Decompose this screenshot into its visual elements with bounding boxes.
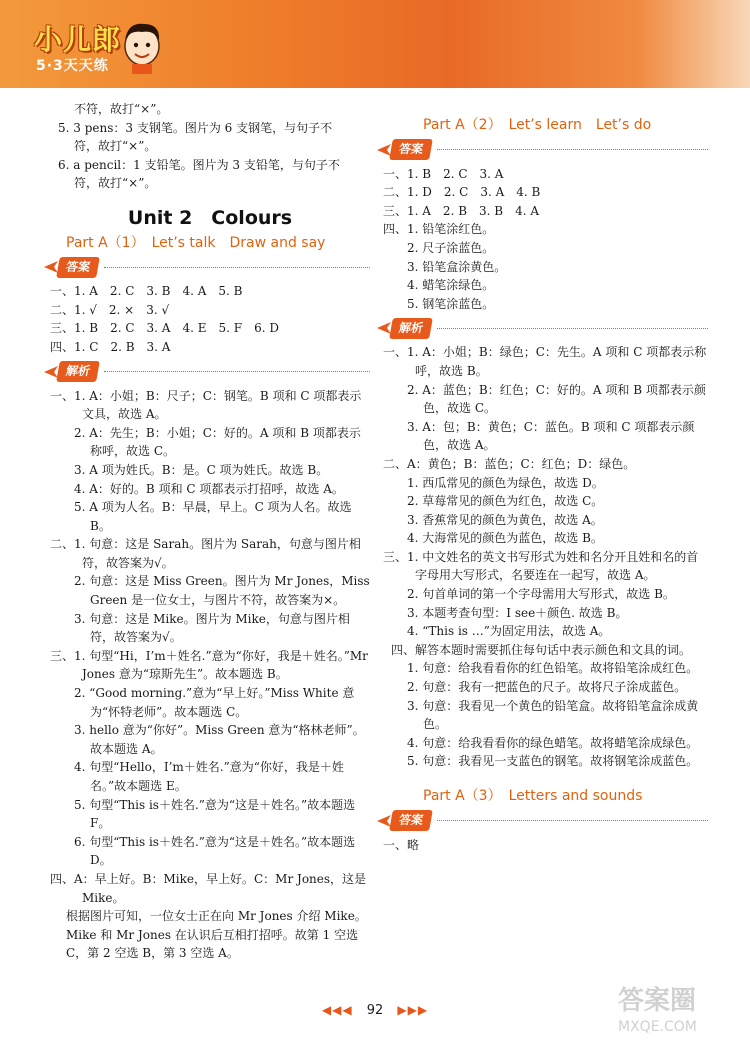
page-number: 92 bbox=[366, 1003, 384, 1018]
analysis-item: 1. 句意：给我看看你的红色铅笔。故将铅笔涂成红色。 bbox=[407, 661, 699, 676]
analysis-tag bbox=[377, 317, 708, 339]
analysis-item: 根据图片可知，一位女士正在向 Mr Jones 介绍 Mike。Mike 和 Mr Jones 在认识后互相打招呼。故第 1 空选 C，第 2 空选 B，第 3 空选 A。 bbox=[66, 909, 367, 961]
analysis-item: 4. 句意：给我看看你的绿色蜡笔。故将蜡笔涂成绿色。 bbox=[407, 735, 699, 750]
answer-line: 一、1. B 2. C 3. A bbox=[383, 166, 504, 181]
analysis-item: 三、1. 句型“Hi，I’m＋姓名.”意为“你好，我是＋姓名。”Mr Jones 意为“琼斯先生”。故本题选 B。 bbox=[50, 648, 368, 682]
answer-tag-label: 答案 bbox=[389, 810, 433, 831]
answer-line: 四、1. C 2. B 3. A bbox=[50, 339, 171, 354]
analysis-item: 三、1. 中文姓名的英文书写形式为姓和名分开且姓和名的首字母用大写形式，名要连在一起写，故选 A。 bbox=[383, 549, 699, 583]
watermark-title: 答案圈 bbox=[618, 986, 697, 1016]
analysis-item: 一、1. A：小姐；B：绿色；C：先生。A 项和 C 项都表示称呼，故选 B。 bbox=[383, 345, 707, 378]
brand-logo-text: 小儿郎 bbox=[34, 23, 122, 56]
answer-tag bbox=[377, 139, 708, 161]
analysis-item: 5. 句型“This is＋姓名.”意为“这是＋姓名。”故本题选 F。 bbox=[74, 797, 356, 831]
answer-line: 2. 尺子涂蓝色。 bbox=[407, 240, 495, 255]
answer-line: 三、1. B 2. C 3. A 4. E 5. F 6. D bbox=[50, 321, 279, 336]
part-title: Part A（2） Let’s learn Let’s do bbox=[423, 117, 652, 133]
prev-arrows-icon: ◀◀◀ bbox=[321, 1003, 353, 1017]
analysis-item: 3. A 项为姓氏。B：是。C 项为姓氏。故选 B。 bbox=[74, 462, 329, 477]
answer-line: 3. 铅笔盒涂黄色。 bbox=[407, 259, 507, 274]
text-line: 符，故打“×”。 bbox=[74, 176, 157, 191]
analysis-tag bbox=[44, 361, 370, 383]
text-line: 符，故打“×”。 bbox=[74, 139, 157, 154]
analysis-item: 2. “Good morning.”意为“早上好。”Miss White 意为“怀特老师”。故本题选 C。 bbox=[74, 686, 355, 719]
analysis-tag-label: 解析 bbox=[56, 361, 100, 382]
divider bbox=[437, 328, 708, 329]
next-arrows-icon: ▶▶▶ bbox=[397, 1003, 429, 1017]
answer-line: 二、1. √ 2. × 3. √ bbox=[50, 302, 170, 317]
analysis-item: 4. A：好的。B 项和 C 项都表示打招呼，故选 A。 bbox=[74, 481, 344, 496]
page-header bbox=[0, 0, 750, 88]
left-column bbox=[50, 100, 370, 963]
answer-tag bbox=[377, 810, 708, 832]
answer-line: 四、1. 铅笔涂红色。 bbox=[383, 222, 495, 237]
analysis-item: 二、A：黄色；B：蓝色；C：红色；D：绿色。 bbox=[383, 456, 636, 471]
analysis-item: 2. 句意：这是 Miss Green。图片为 Mr Jones，Miss Green 是一位女士，与图片不符，故答案为×。 bbox=[74, 574, 370, 608]
analysis-item: 3. 香蕉常见的颜色为黄色，故选 A。 bbox=[407, 512, 603, 527]
divider bbox=[437, 820, 708, 821]
analysis-item: 3. hello 意为“你好”。Miss Green 意为“格林老师”。故本题选 A。 bbox=[74, 723, 365, 756]
answer-line: 4. 蜡笔涂绿色。 bbox=[407, 278, 495, 293]
analysis-item: 2. 草莓常见的颜色为红色，故选 C。 bbox=[407, 494, 604, 509]
divider bbox=[104, 371, 370, 372]
part-title: Part A（1） Let’s talk Draw and say bbox=[66, 234, 326, 251]
answer-tag-label: 答案 bbox=[56, 257, 100, 278]
answer-tag-label: 答案 bbox=[389, 139, 433, 160]
analysis-item: 3. 句意：这是 Mike。图片为 Mike，句意与图片相符，故答案为√。 bbox=[74, 611, 350, 645]
right-column bbox=[383, 100, 708, 854]
text-line: 6. a pencil：1 支铅笔。图片为 3 支铅笔，与句子不 bbox=[58, 157, 340, 172]
series-label: 5·3天天练 bbox=[36, 58, 109, 74]
analysis-item: 5. 句意：我看见一支蓝色的钢笔。故将钢笔涂成蓝色。 bbox=[407, 754, 699, 769]
analysis-item: 4. “This is …”为固定用法，故选 A。 bbox=[407, 624, 611, 639]
analysis-item: 6. 句型“This is＋姓名.”意为“这是＋姓名。”故本题选 D。 bbox=[74, 834, 356, 868]
answer-line: 三、1. A 2. B 3. B 4. A bbox=[383, 203, 540, 218]
divider bbox=[104, 267, 370, 268]
mascot-boy-icon bbox=[118, 18, 166, 74]
watermark-url: MXQE.COM bbox=[618, 1019, 697, 1035]
analysis-item: 2. A：先生；B：小姐；C：好的。A 项和 B 项都表示称呼，故选 C。 bbox=[74, 425, 361, 459]
analysis-item: 5. A 项为人名。B：早晨，早上。C 项为人名。故选 B。 bbox=[74, 500, 352, 533]
text-line: 不符，故打“×”。 bbox=[74, 102, 169, 116]
part-title: Part A（3） Letters and sounds bbox=[423, 788, 643, 804]
divider bbox=[437, 149, 708, 150]
answer-line: 一、略 bbox=[383, 837, 420, 852]
answer-line: 一、1. A 2. C 3. B 4. A 5. B bbox=[50, 284, 243, 299]
analysis-item: 3. 本题考查句型：I see＋颜色. 故选 B。 bbox=[407, 605, 628, 620]
watermark bbox=[618, 980, 736, 1036]
text-line: 5. 3 pens：3 支钢笔。图片为 6 支钢笔，与句子不 bbox=[58, 120, 333, 135]
analysis-item: 二、1. 句意：这是 Sarah。图片为 Sarah，句意与图片相符，故答案为√。 bbox=[50, 537, 361, 570]
analysis-item: 2. 句首单词的第一个字母需用大写形式，故选 B。 bbox=[407, 587, 675, 602]
answer-tag bbox=[44, 256, 370, 278]
analysis-item: 2. 句意：我有一把蓝色的尺子。故将尺子涂成蓝色。 bbox=[407, 680, 687, 695]
unit-title: Unit 2 Colours bbox=[127, 206, 293, 229]
analysis-item: 3. A：包；B：黄色；C：蓝色。B 项和 C 项都表示颜色，故选 A。 bbox=[407, 419, 695, 453]
analysis-item: 四、A：早上好。B：Mike，早上好。C：Mr Jones，这是 Mike。 bbox=[50, 871, 367, 905]
answer-line: 二、1. D 2. C 3. A 4. B bbox=[383, 185, 541, 200]
analysis-item: 4. 句型“Hello，I’m＋姓名.”意为“你好，我是＋姓名。”故本题选 E。 bbox=[74, 760, 344, 793]
analysis-item: 1. 西瓜常见的颜色为绿色，故选 D。 bbox=[407, 475, 604, 490]
analysis-item: 四、解答本题时需要抓住每句话中表示颜色和文具的词。 bbox=[391, 642, 692, 657]
analysis-tag-label: 解析 bbox=[389, 318, 433, 339]
analysis-item: 一、1. A：小姐；B：尺子；C：钢笔。B 项和 C 项都表示文具，故选 A。 bbox=[50, 388, 362, 422]
analysis-item: 4. 大海常见的颜色为蓝色，故选 B。 bbox=[407, 531, 603, 546]
answer-line: 5. 钢笔涂蓝色。 bbox=[407, 296, 495, 311]
analysis-item: 3. 句意：我看见一个黄色的铅笔盒。故将铅笔盒涂成黄色。 bbox=[407, 698, 699, 732]
analysis-item: 2. A：蓝色；B：红色；C：好的。A 项和 B 项都表示颜色，故选 C。 bbox=[407, 382, 706, 416]
